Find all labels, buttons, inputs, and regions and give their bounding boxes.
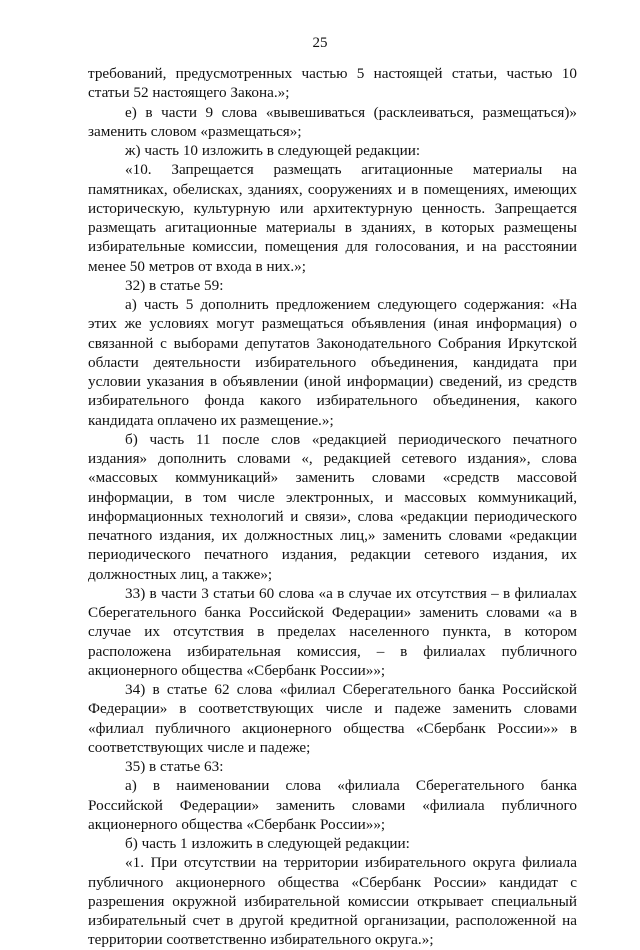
paragraph-continuation: требований, предусмотренных частью 5 настоящей статьи, частью 10 статьи 52 настоящего Закона.»;	[88, 65, 577, 102]
paragraph-item-32a: а) часть 5 дополнить предложением следующего содержания: «На этих же условиях могут размещаться объявления (иная информация) о связанной с выборами депутатов Законодательного Собрания Иркутской области деятельности избирательного объединения, кандидата при условии указания в объявлении (иной информации) сведений, из средств избирательного фонда какого избирательного объединения, какого кандидата оплачено их размещение.»;	[88, 296, 577, 429]
paragraph-item-33: 33) в части 3 статьи 60 слова «а в случае их отсутствия – в филиалах Сберегательного банка Российской Федерации» заменить словами «а в случае их отсутствия в пределах населенного пункта, в котором расположена избирательная комиссия, – в филиалах публичного акционерного общества «Сбербанк России»»;	[88, 584, 577, 679]
paragraph-item-32b: б) часть 11 после слов «редакцией периодического печатного издания» дополнить словами «, редакцией сетевого издания», слова «массовых коммуникаций» заменить словами «средств массовой информации, в том числе электронных, и массовых коммуникаций, информационных технологий и связи», слова «редакции периодического печатного издания, их должностных лиц,» заменить словами «редакции периодического печатного издания, редакции сетевого издания, их должностных лиц, а также»;	[88, 430, 577, 583]
paragraph-item-32: 32) в статье 59:	[125, 276, 224, 294]
paragraph-item-e: е) в части 9 слова «вывешиваться (расклеиваться, размещаться)» заменить словом «размещаться»;	[88, 103, 577, 140]
page-number: 25	[312, 35, 328, 51]
paragraph-quote-part-1: «1. При отсутствии на территории избирательного округа филиала публичного акционерного общества «Сбербанк России» кандидат с разрешения окружной избирательной комиссии открывает специальный избирательный счет в другой кредитной организации, расположенной на территории соответственно избирательного округа.»;	[88, 854, 577, 949]
document-body	[88, 64, 577, 950]
paragraph-item-34: 34) в статье 62 слова «филиал Сберегательного банка Российской Федерации» в соответствующих числе и падеже заменить словами «филиал публичного акционерного общества «Сбербанк России»» в соответствующих числе и падеже;	[88, 681, 577, 756]
paragraph-item-35: 35) в статье 63:	[125, 758, 224, 775]
paragraph-quote-part-10: «10. Запрещается размещать агитационные материалы на памятниках, обелисках, зданиях, сооружениях и в помещениях, имеющих историческую, культурную или архитектурную ценность. Запрещается размещать агитационные материалы в зданиях, в которых размещены избирательные комиссии, помещения для голосования, и на расстоянии менее 50 метров от входа в них.»;	[88, 161, 577, 275]
paragraph-item-zh: ж) часть 10 изложить в следующей редакции:	[125, 142, 421, 159]
paragraph-item-35a: а) в наименовании слова «филиала Сберегательного банка Российской Федерации» заменить словами «филиала публичного акционерного общества «Сбербанк России»»;	[88, 777, 577, 833]
paragraph-item-35b: б) часть 1 изложить в следующей редакции:	[125, 835, 410, 852]
